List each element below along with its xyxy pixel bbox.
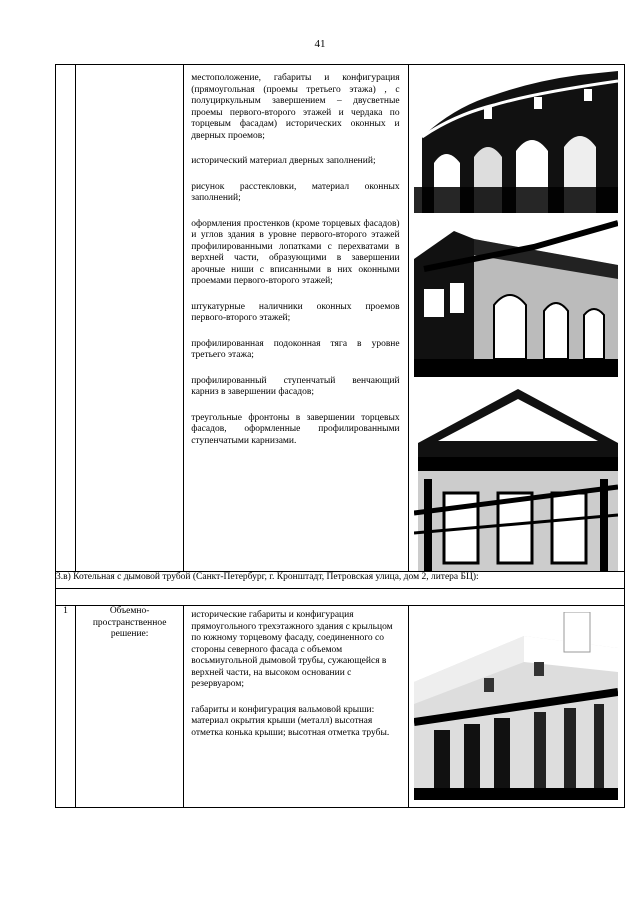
section-heading: 3.в) Котельная с дымовой трубой (Санкт-Петербург, г. Кронштадт, Петровская улица, дом 2, литера БЦ): bbox=[56, 572, 625, 589]
table-row bbox=[56, 65, 625, 572]
list-item: габариты и конфигурация вальмовой крыши: материал окрытия крыши (металл) высотная отметка конька крыши; высотная отметка трубы. bbox=[191, 704, 390, 738]
list-item: исторический материал дверных заполнений; bbox=[191, 156, 376, 166]
building-photo-4 bbox=[414, 612, 618, 800]
protected-features-table bbox=[55, 64, 625, 808]
list-item: местоположение, габариты и конфигурация (прямоугольная (проемы третьего этажа) , с полуциркульным завершением – двусветные проемы первого-второго этажей и чердака по торцевым фасадам) исторических оконных и дверных проемов; bbox=[191, 73, 400, 141]
building-photo-3 bbox=[414, 383, 618, 571]
building-photo-2 bbox=[414, 219, 618, 377]
table-row bbox=[56, 572, 625, 589]
table-row bbox=[56, 606, 625, 808]
photo-cell bbox=[408, 65, 624, 572]
description-cell bbox=[184, 65, 408, 572]
table-row bbox=[56, 589, 625, 606]
page-number: 41 bbox=[314, 38, 326, 50]
list-item: оформления простенков (кроме торцевых фасадов) и углов здания в уровне первого-второго этажей профилированными лопатками с перехватами в верхней части, образующими в завершении арочные ниши с вписанными в них оконными проемами первого-второго этажей; bbox=[191, 218, 400, 286]
row-number: 1 bbox=[56, 606, 76, 808]
list-item: профилированная подоконная тяга в уровне третьего этажа; bbox=[191, 338, 400, 360]
list-item: треугольные фронтоны в завершении торцевых фасадов, оформленные профилированными ступенчатыми карнизами. bbox=[191, 412, 400, 446]
building-photo-1 bbox=[414, 67, 618, 213]
row-label: Объемно-пространственное решение: bbox=[76, 606, 184, 808]
list-item: исторические габариты и конфигурация прямоугольного трехэтажного здания с крыльцом по южному торцевому фасаду, соединенного со стороны северного фасада с объемом восьмиугольной дымовой трубы, сужающейся в верхней части, на высоком основании с резервуаром; bbox=[191, 610, 393, 689]
label-cell bbox=[76, 65, 184, 572]
photo-cell bbox=[408, 606, 624, 808]
list-item: штукатурные наличники оконных проемов первого-второго этажей; bbox=[191, 301, 400, 323]
number-cell bbox=[56, 65, 76, 572]
description-cell bbox=[184, 606, 408, 808]
list-item: профилированный ступенчатый венчающий карниз в завершении фасадов; bbox=[191, 375, 400, 397]
list-item: рисунок расстекловки, материал оконных заполнений; bbox=[191, 181, 400, 203]
